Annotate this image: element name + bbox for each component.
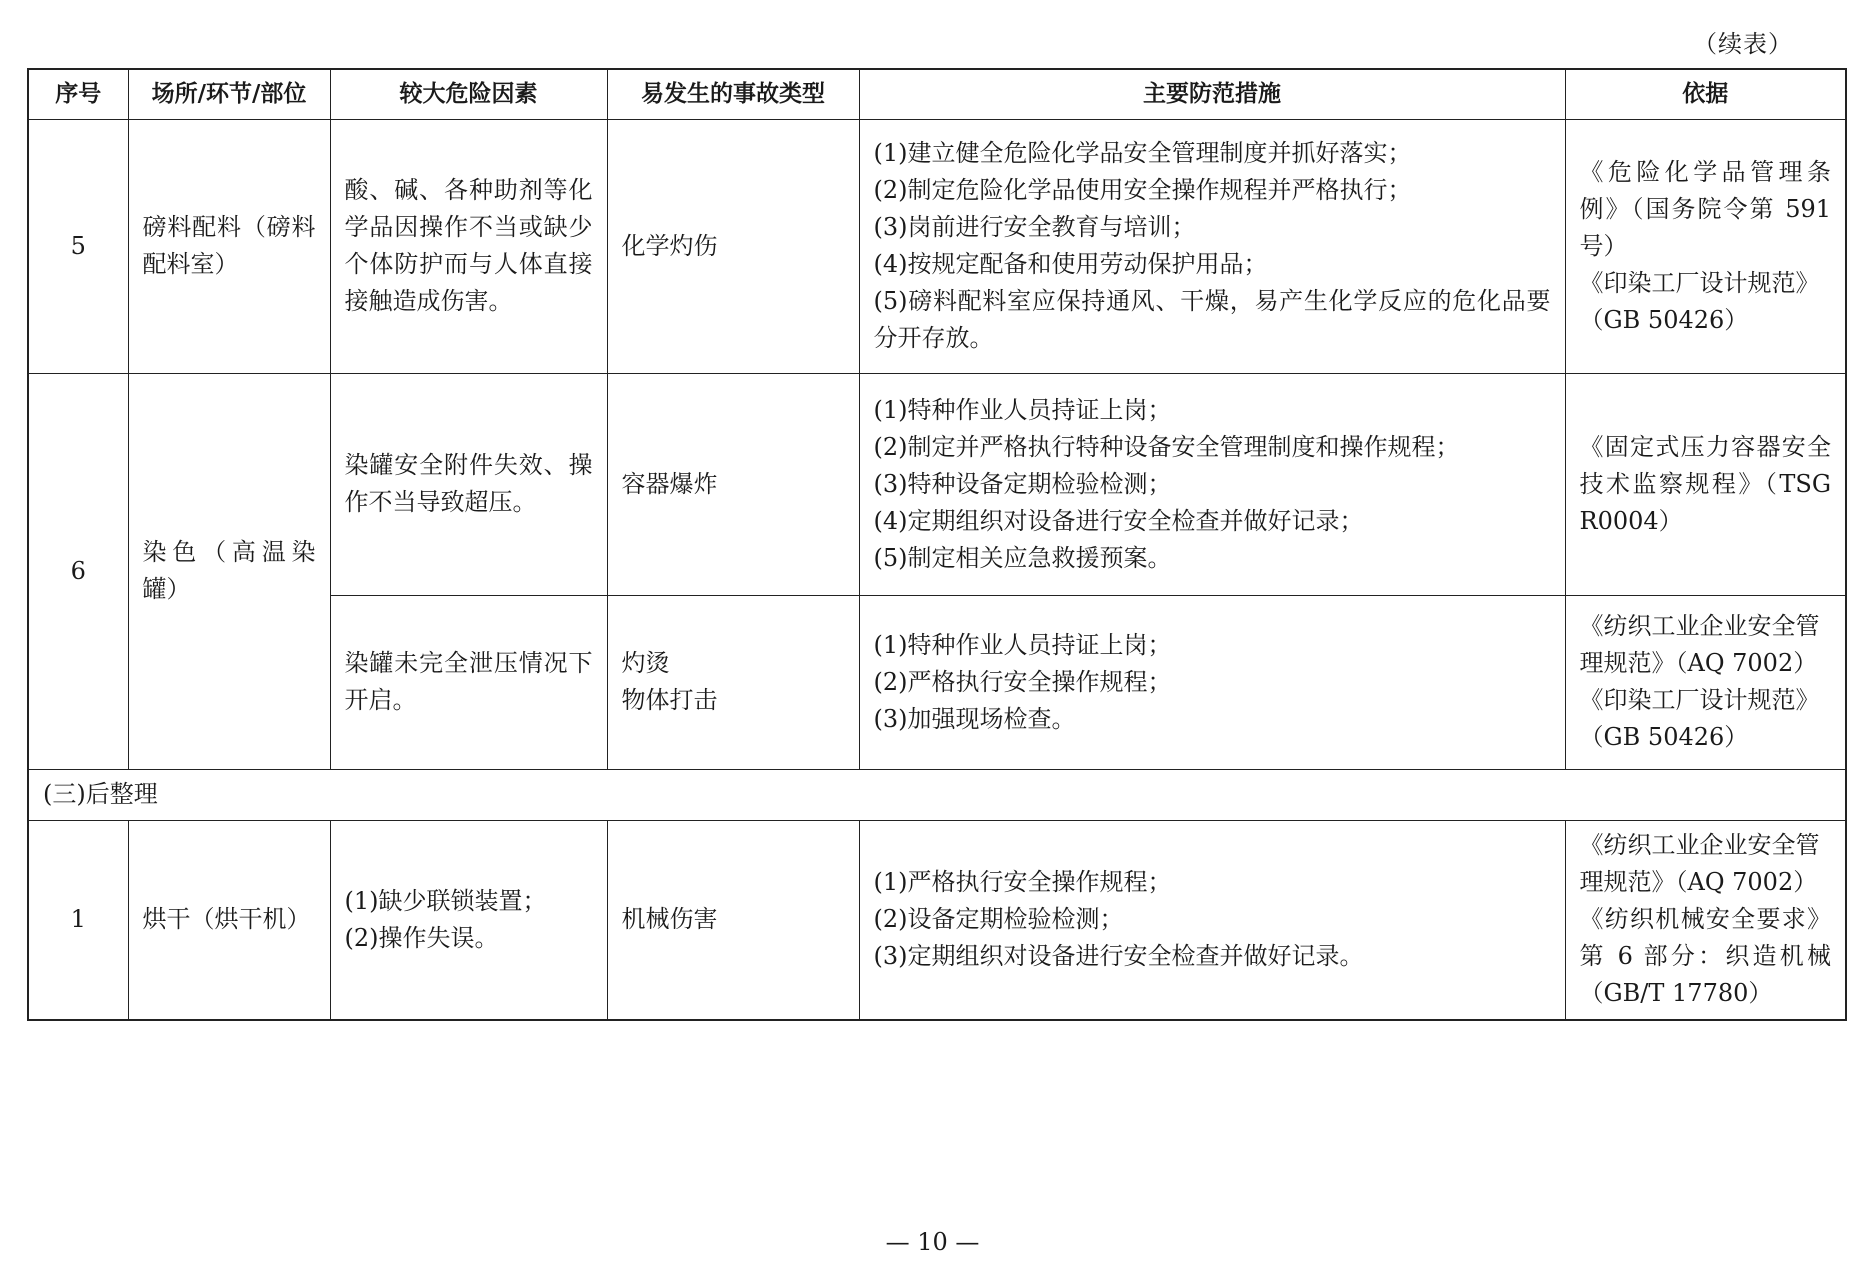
row-seq: 5 — [28, 119, 128, 373]
measure-line: (3)岗前进行安全教育与培训； — [873, 213, 1196, 241]
header-accident-type: 易发生的事故类型 — [607, 69, 859, 119]
row-location: 烘干（烘干机） — [128, 820, 330, 1020]
section-row — [28, 769, 1846, 820]
row-measures — [859, 119, 1565, 373]
basis-line: 《纺织工业企业安全管理规范》（AQ 7002） — [1579, 612, 1820, 677]
row-basis — [1565, 119, 1846, 373]
accident-line: 机械伤害 — [621, 905, 718, 934]
header-seq: 序号 — [28, 69, 128, 119]
measure-line: (1)建立健全危险化学品安全管理制度并抓好落实； — [873, 139, 1412, 167]
row-basis — [1565, 820, 1846, 1020]
accident-line: 灼烫 — [621, 649, 670, 677]
hazard-line: (2)操作失误。 — [344, 923, 499, 952]
hazard-line: (1)缺少联锁装置； — [344, 886, 547, 915]
page-number: — 10 — — [885, 1228, 980, 1256]
section-title: (三)后整理 — [28, 769, 1846, 820]
measure-line: (2)制定并严格执行特种设备安全管理制度和操作规程； — [873, 432, 1460, 461]
basis-line: 《印染工厂设计规范》（GB 50426） — [1579, 686, 1820, 751]
measure-line: (4)定期组织对设备进行安全检查并做好记录； — [873, 506, 1364, 535]
table-row — [28, 373, 1846, 595]
header-basis: 依据 — [1565, 69, 1846, 119]
measure-line: (1)特种作业人员持证上岗； — [873, 630, 1172, 659]
row-basis — [1565, 595, 1846, 769]
measure-line: (2)设备定期检验检测； — [873, 905, 1124, 934]
accident-line: 容器爆炸 — [621, 469, 718, 498]
basis-line: 《固定式压力容器安全技术监察规程》（TSG R0004） — [1579, 432, 1831, 535]
row-seq: 1 — [28, 820, 128, 1020]
measure-line: (3)特种设备定期检验检测； — [873, 469, 1172, 498]
table-row — [28, 119, 1846, 373]
measure-line: (5)制定相关应急救援预案。 — [873, 543, 1172, 572]
measure-line: (3)定期组织对设备进行安全检查并做好记录。 — [873, 942, 1364, 971]
measure-line: (1)严格执行安全操作规程； — [873, 868, 1172, 897]
row-measures — [859, 373, 1565, 595]
row-accident-type — [607, 373, 859, 595]
measure-line: (2)制定危险化学品使用安全操作规程并严格执行； — [873, 176, 1412, 204]
row-hazard: 染罐安全附件失效、操作不当导致超压。 — [330, 373, 607, 595]
basis-line: 《危险化学品管理条例》（国务院令第 591 号） — [1579, 157, 1831, 260]
row-hazard — [330, 820, 607, 1020]
row-measures — [859, 595, 1565, 769]
measure-line: (5)磅料配料室应保持通风、干燥，易产生化学反应的危化品要分开存放。 — [873, 287, 1551, 352]
row-measures — [859, 820, 1565, 1020]
accident-line: 化学灼伤 — [621, 231, 718, 260]
hazard-table — [27, 68, 1847, 1021]
continued-label: （续表） — [1693, 30, 1793, 58]
accident-line: 物体打击 — [621, 686, 718, 714]
row-hazard: 酸、碱、各种助剂等化学品因操作不当或缺少个体防护而与人体直接接触造成伤害。 — [330, 119, 607, 373]
header-measures: 主要防范措施 — [859, 69, 1565, 119]
row-basis — [1565, 373, 1846, 595]
measure-line: (4)按规定配备和使用劳动保护用品； — [873, 250, 1268, 278]
row-accident-type — [607, 119, 859, 373]
table-row — [28, 820, 1846, 1020]
measure-line: (1)特种作业人员持证上岗； — [873, 395, 1172, 424]
row-accident-type — [607, 820, 859, 1020]
basis-line: 《印染工厂设计规范》（GB 50426） — [1579, 268, 1820, 334]
basis-line: 《纺织机械安全要求》第 6 部分：织造机械（GB/T 17780） — [1579, 905, 1831, 1008]
header-hazard: 较大危险因素 — [330, 69, 607, 119]
row-accident-type — [607, 595, 859, 769]
row-seq: 6 — [28, 373, 128, 769]
measure-line: (3)加强现场检查。 — [873, 704, 1076, 733]
basis-line: 《纺织工业企业安全管理规范》（AQ 7002） — [1579, 831, 1820, 897]
header-location: 场所/环节/部位 — [128, 69, 330, 119]
row-hazard: 染罐未完全泄压情况下开启。 — [330, 595, 607, 769]
row-location: 染色（高温染罐） — [128, 373, 330, 769]
measure-line: (2)严格执行安全操作规程； — [873, 667, 1172, 696]
table-header-row — [28, 69, 1846, 119]
row-location: 磅料配料（磅料配料室） — [128, 119, 330, 373]
